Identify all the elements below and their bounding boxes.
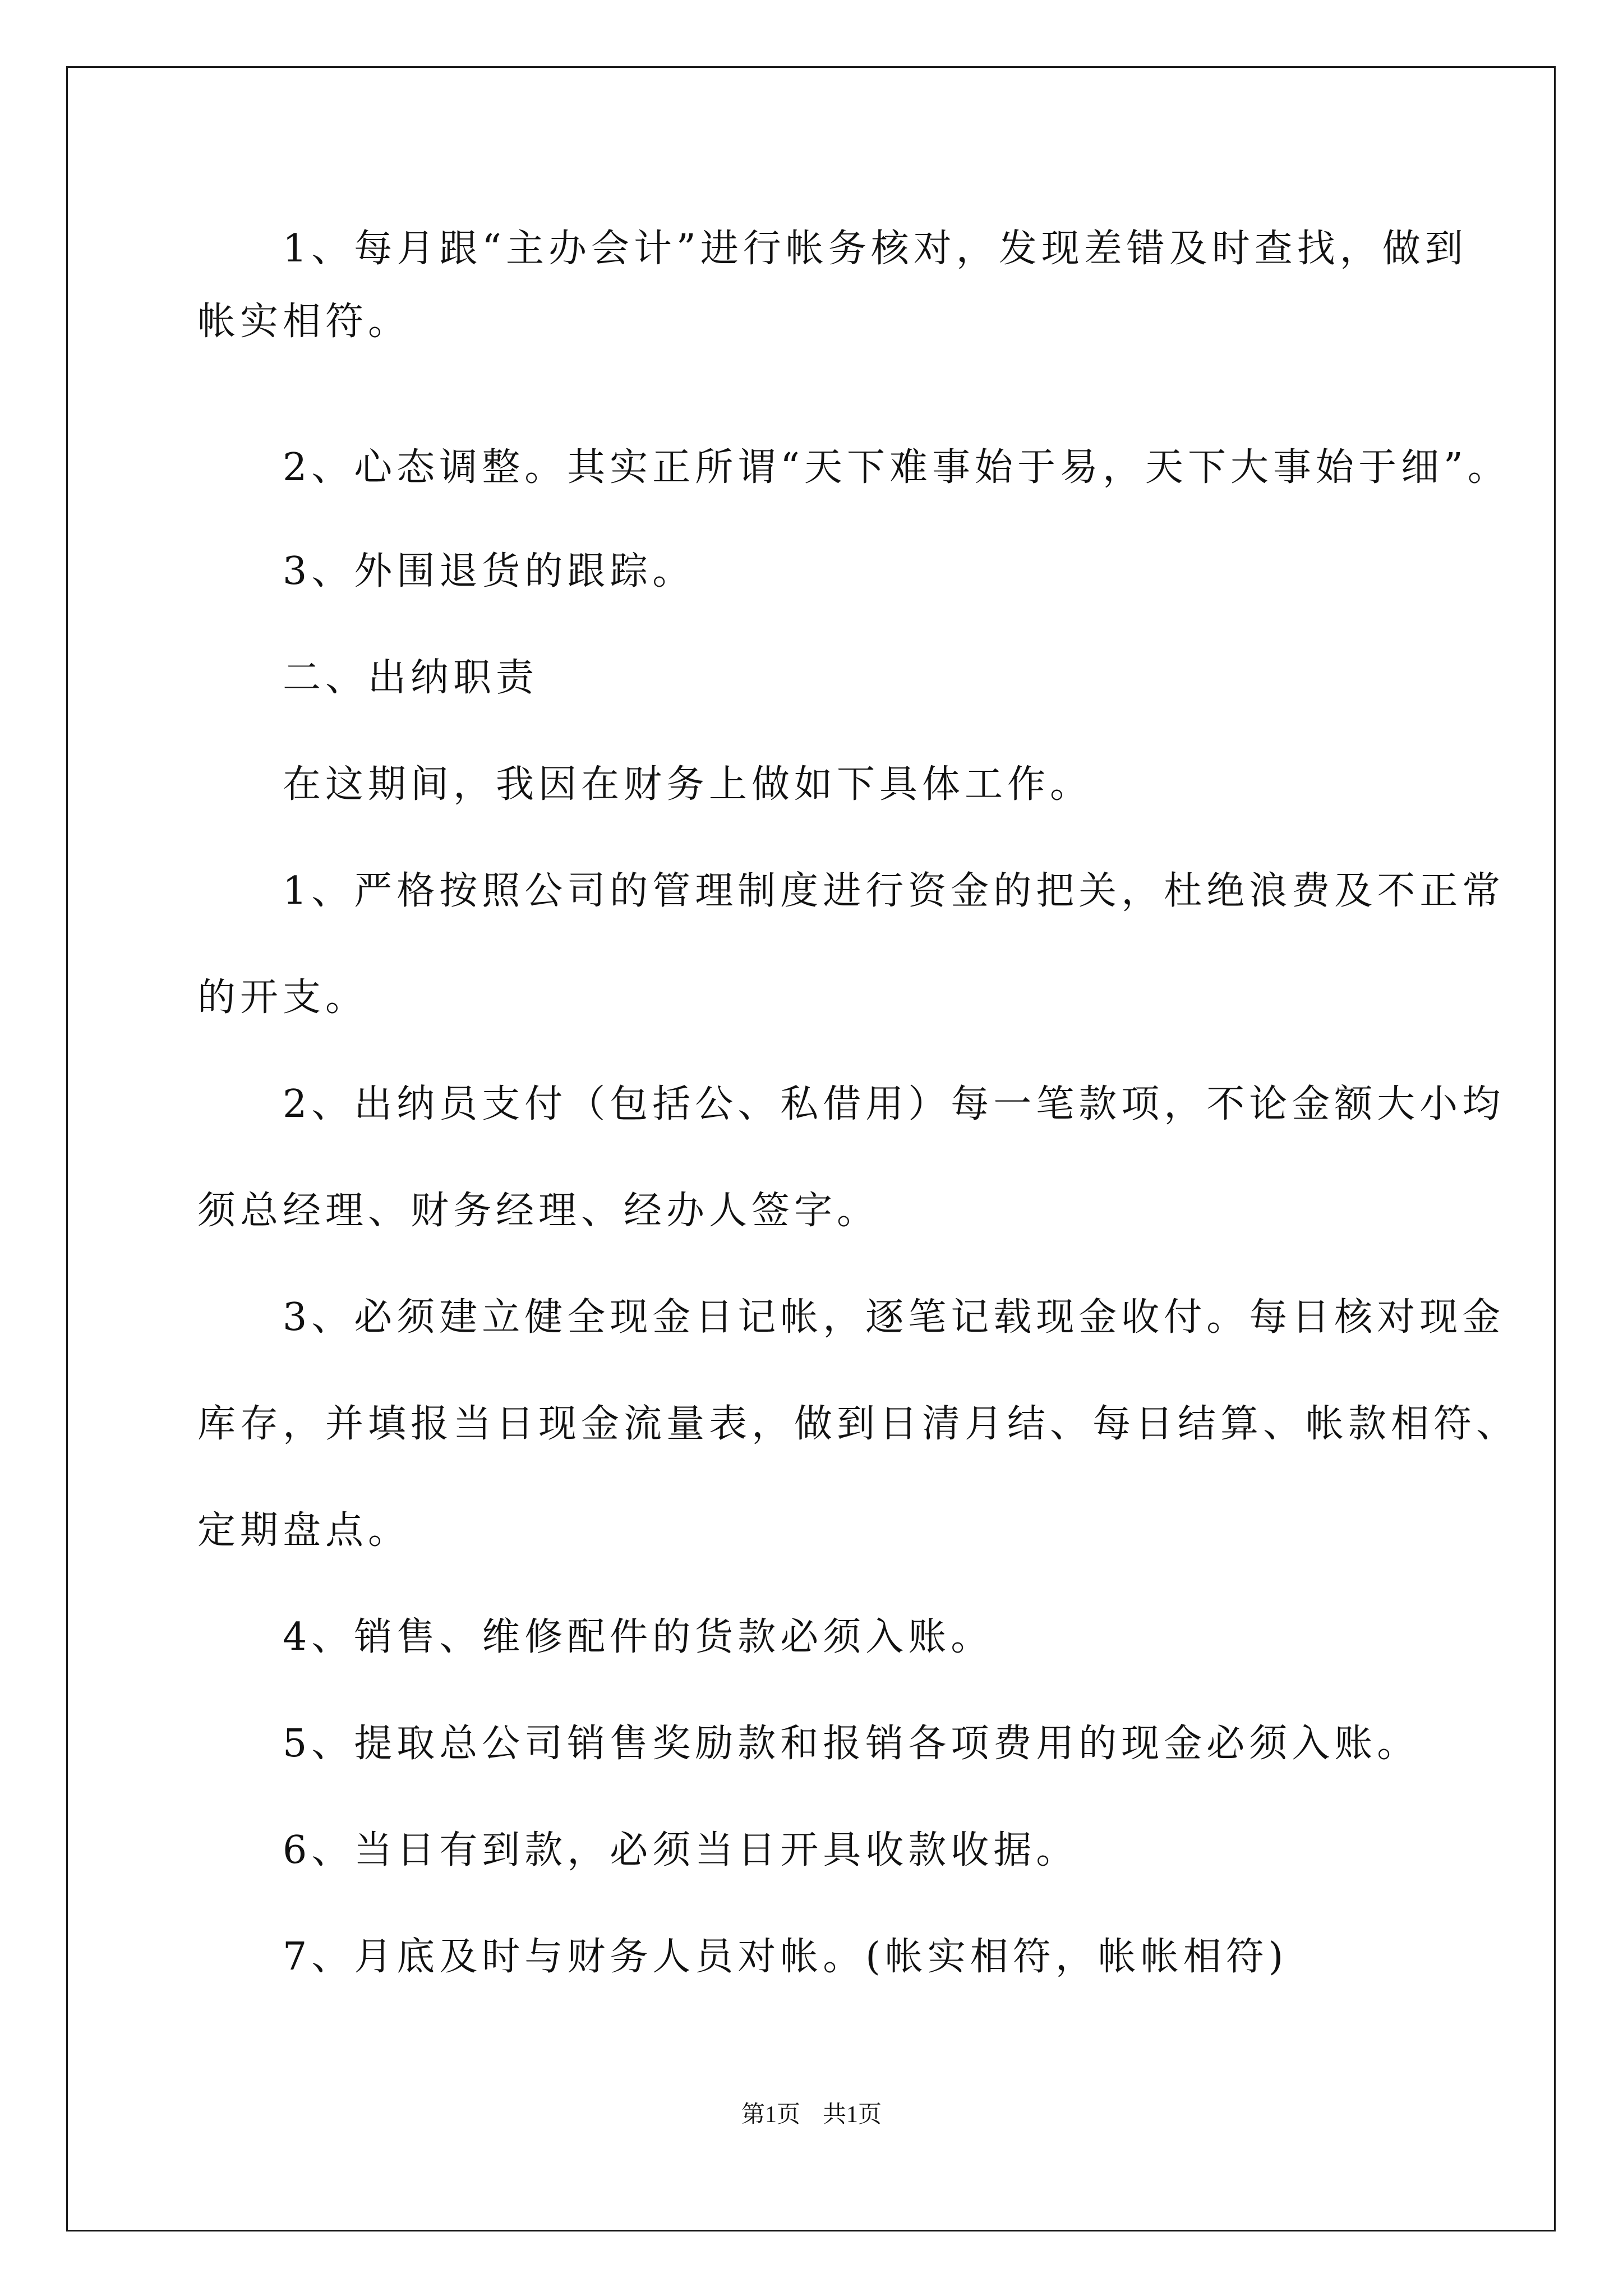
paragraph-1-line-1: 1、每月跟“主办会计”进行帐务核对，发现差错及时查找，做到 bbox=[197, 227, 1468, 271]
paragraph-intro: 在这期间，我因在财务上做如下具体工作。 bbox=[197, 762, 1093, 807]
paragraph-4-line-1: 1、严格按照公司的管理制度进行资金的把关，杜绝浪费及不正常 bbox=[197, 869, 1505, 913]
page-number-current: 第1页 bbox=[741, 2102, 800, 2128]
page-number-total: 共1页 bbox=[823, 2102, 882, 2128]
paragraph-2: 2、心态调整。其实正所谓“天下难事始于易，天下大事始于细”。 bbox=[197, 445, 1510, 490]
paragraph-7: 4、销售、维修配件的货款必须入账。 bbox=[197, 1615, 994, 1659]
section-heading: 二、出纳职责 bbox=[197, 656, 539, 700]
page-frame bbox=[66, 66, 1556, 2231]
paragraph-1-line-2: 帐实相符。 bbox=[197, 300, 411, 344]
paragraph-9: 6、当日有到款，必须当日开具收款收据。 bbox=[197, 1828, 1079, 1872]
paragraph-6-line-2: 库存，并填报当日现金流量表，做到日清月结、每日结算、帐款相符、 bbox=[197, 1402, 1519, 1446]
paragraph-3: 3、外围退货的跟踪。 bbox=[197, 549, 695, 593]
paragraph-8: 5、提取总公司销售奖励款和报销各项费用的现金必须入账。 bbox=[197, 1722, 1420, 1766]
paragraph-5-line-1: 2、出纳员支付（包括公、私借用）每一笔款项，不论金额大小均 bbox=[197, 1082, 1505, 1126]
paragraph-10: 7、月底及时与财务人员对帐。(帐实相符，帐帐相符) bbox=[197, 1935, 1288, 1979]
paragraph-6-line-3: 定期盘点。 bbox=[197, 1508, 411, 1553]
paragraph-6-line-1: 3、必须建立健全现金日记帐，逐笔记载现金收付。每日核对现金 bbox=[197, 1295, 1505, 1340]
page-footer bbox=[0, 2101, 1623, 2129]
paragraph-5-line-2: 须总经理、财务经理、经办人签字。 bbox=[197, 1189, 880, 1233]
paragraph-4-line-2: 的开支。 bbox=[197, 976, 368, 1020]
